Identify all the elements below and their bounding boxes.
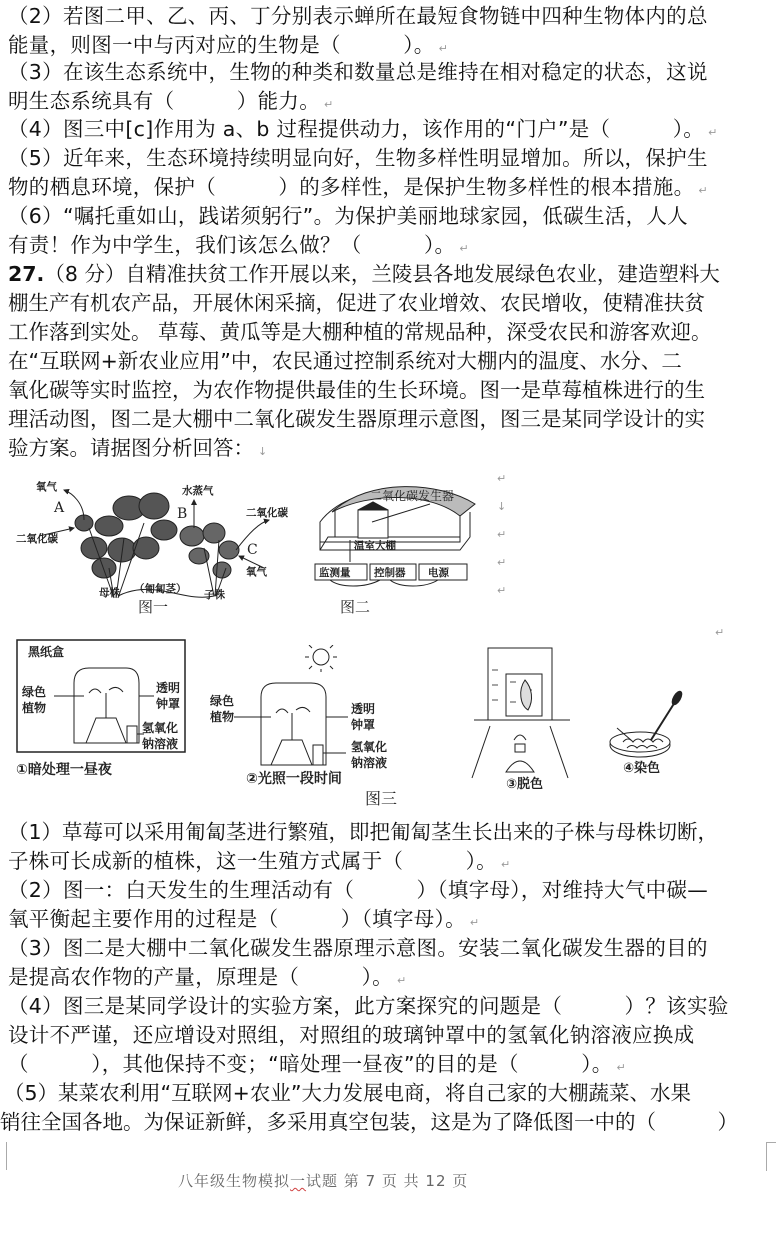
- label-b: B: [177, 506, 188, 522]
- line-text: （3）图二是大棚中二氧化碳发生器原理示意图。安装二氧化碳发生器的目的: [8, 936, 708, 960]
- label-a: A: [54, 500, 65, 516]
- label-naoh-1: 氢氧化: [142, 721, 179, 735]
- label-oxygen-c: 氧气: [246, 566, 267, 578]
- label-green-plant-1: 绿色: [22, 685, 47, 699]
- line-text: 理活动图，图二是大棚中二氧化碳发生器原理示意图，图三是某同学设计的实: [8, 407, 705, 431]
- line-text: 棚生产有机农产品，开展休闲采摘，促进了农业增效、农民增收，使精准扶贫: [8, 291, 705, 315]
- footer-page-number: 试题 第 7 页 共 12 页: [306, 1172, 469, 1190]
- paragraph-mark-icon: ↵: [469, 916, 480, 929]
- text-line: [8, 289, 762, 318]
- label-bell-jar-2: 钟罩: [156, 697, 181, 711]
- text-line: [8, 818, 762, 847]
- panel-2-caption: ②光照一段时间: [246, 771, 342, 785]
- line-text: 设计不严谨，还应增设对照组，对照组的玻璃钟罩中的氢氧化钠溶液应换成: [8, 1023, 695, 1047]
- text-line: [8, 144, 762, 173]
- greenhouse-diagram: [310, 482, 490, 592]
- paragraph-mark-icon: ↵: [708, 126, 718, 139]
- label-co2-generator: 二氧化碳发生器: [370, 489, 455, 503]
- figure-3-panel-2-light: [206, 645, 406, 785]
- text-line: [8, 992, 762, 1021]
- line-text: 物的栖息环境，保护（ ）的多样性，是保护生物多样性的根本措施。: [8, 175, 695, 199]
- paragraph-mark-icon: ↵: [698, 184, 708, 197]
- footer-spellcheck-mark: 一: [290, 1172, 307, 1190]
- dark-box-diagram: [14, 638, 189, 778]
- line-text: 能量，则图一中与丙对应的生物是（ ）。: [8, 33, 435, 57]
- paragraph-mark-icon: ↵: [438, 42, 449, 55]
- text-line: [8, 115, 762, 147]
- line-text: （4）图三是某同学设计的实验方案，此方案探究的问题是（ ）？该实验: [8, 994, 729, 1018]
- label-naoh-2: 钠溶液: [142, 737, 179, 751]
- page-margin-mark: [6, 1142, 7, 1170]
- label-controller: 控制器: [374, 567, 406, 579]
- panel-4-caption: ④染色: [623, 761, 661, 776]
- line-text: （2）若图二甲、乙、丙、丁分别表示蝉所在最短食物链中四种生物体内的总: [8, 4, 708, 28]
- page-footer: [178, 1170, 468, 1191]
- sun-icon: [305, 645, 337, 672]
- line-text: 氧平衡起主要作用的过程是（ ）（填字母）。: [8, 907, 466, 931]
- line-text: （4）图三中[c]作用为 a、b 过程提供动力，该作用的“门户”是（ ）。: [8, 117, 705, 141]
- paragraph-mark-icon: ↵: [459, 242, 469, 255]
- label-co2-a: 二氧化碳: [16, 533, 58, 545]
- text-line: [8, 376, 762, 405]
- line-text: （5）某菜农利用“互联网+农业”大力发展电商，将自己家的大棚蔬菜、水果: [4, 1081, 691, 1105]
- label-co2-c: 二氧化碳: [246, 507, 288, 519]
- paragraph-mark-icon: ↵: [497, 528, 507, 541]
- label-naoh-2: 钠溶液: [351, 756, 388, 770]
- label-green-plant-2: 植物: [210, 710, 235, 724]
- paragraph-mark-icon: ↵: [616, 1061, 627, 1074]
- text-line: [4, 1079, 762, 1108]
- paragraph-mark-icon: ↵: [497, 584, 507, 597]
- paragraph-mark-icon: ↵: [324, 98, 334, 111]
- line-text: 验方案。请据图分析回答：: [8, 436, 254, 460]
- figure-2-caption: 图二: [340, 598, 371, 616]
- page-margin-mark: [766, 1142, 776, 1171]
- footer-prefix: 八年级生物模拟: [178, 1172, 291, 1190]
- question-number: 27.: [8, 262, 45, 286]
- label-green-plant-1: 绿色: [210, 694, 235, 708]
- text-line: [8, 58, 762, 87]
- label-black-box: 黑纸盒: [28, 645, 65, 659]
- line-text: 在“互联网+新农业应用”中，农民通过控制系统对大棚内的温度、水分、二: [8, 349, 682, 373]
- line-text: 工作落到实处。 草莓、黄瓜等是大棚种植的常规品种，深受农民和游客欢迎。: [8, 320, 712, 344]
- panel-3-caption: ③脱色: [506, 777, 544, 790]
- line-text: 销往全国各地。为保证新鲜，多采用真空包装，这是为了降低图一中的（ ）: [0, 1110, 738, 1134]
- paragraph-mark-icon: ↵: [497, 472, 507, 485]
- line-text: （8 分）自精准扶贫工作开展以来，兰陵县各地发展绿色农业，建造塑料大: [44, 262, 720, 286]
- figure-2-co2-generator: [310, 482, 490, 592]
- label-naoh-1: 氢氧化: [351, 740, 388, 754]
- label-oxygen-a: 氧气: [36, 481, 57, 493]
- line-text: （2）图一：白天发生的生理活动有（ ）（填字母），对维持大气中碳—: [8, 878, 709, 902]
- text-line: [8, 876, 762, 905]
- label-runner: （匍匐茎）: [134, 583, 187, 595]
- text-line: [8, 1021, 762, 1050]
- text-line: [8, 347, 762, 376]
- paragraph-mark-icon: ↵: [396, 974, 407, 987]
- paragraph-mark-icon: ↓: [258, 445, 268, 458]
- label-greenhouse: 温室大棚: [354, 540, 396, 552]
- label-water-vapor: 水蒸气: [182, 485, 214, 497]
- paragraph-mark-icon: ↓: [497, 500, 507, 513]
- text-line: [8, 905, 762, 937]
- label-green-plant-2: 植物: [22, 701, 47, 715]
- text-line: [8, 963, 762, 995]
- text-line: [8, 434, 762, 466]
- line-text: 子株可长成新的植株，这一生殖方式属于（ ）。: [8, 849, 497, 873]
- text-line: [8, 173, 762, 205]
- water-bath-alcohol-lamp-diagram: [470, 640, 580, 790]
- line-text: 有责！作为中学生，我们该怎么做？（ ）。: [8, 233, 456, 257]
- label-mother-plant: 母株: [99, 587, 120, 599]
- text-line: [8, 231, 762, 263]
- paragraph-mark-icon: ↵: [500, 858, 511, 871]
- line-text: 明生态系统具有（ ）能力。: [8, 89, 320, 113]
- figure-3-panel-4-stain: [605, 690, 685, 790]
- light-treatment-diagram: [206, 645, 406, 785]
- paragraph-mark-icon: ↵: [497, 556, 507, 569]
- figure-3-caption: 图三: [365, 789, 398, 808]
- line-text: （5）近年来，生态环境持续明显向好，生物多样性明显增加。所以，保护生: [8, 146, 708, 170]
- text-line: [8, 934, 762, 963]
- text-line: [8, 318, 762, 347]
- text-line: [8, 202, 762, 231]
- figure-3-panel-3-decolor: [470, 640, 580, 790]
- line-text: 氧化碳等实时监控，为农作物提供最佳的生长环境。图一是草莓植株进行的生: [8, 378, 705, 402]
- line-text: （6）“嘱托重如山，践诺须躬行”。为保护美丽地球家园，低碳生活，人人: [8, 204, 688, 228]
- label-bell-jar-1: 透明: [156, 681, 181, 695]
- label-bell-jar-2: 钟罩: [351, 718, 376, 732]
- label-power: 电源: [428, 567, 449, 579]
- figure-1-caption: 图一: [138, 598, 169, 616]
- line-text: 是提高农作物的产量，原理是（ ）。: [8, 965, 393, 989]
- text-line: [8, 405, 762, 434]
- label-monitor: 监测量: [319, 567, 351, 579]
- line-text: （3）在该生态系统中，生物的种类和数量总是维持在相对稳定的状态，这说: [8, 60, 708, 84]
- paragraph-mark-icon: ↵: [715, 626, 725, 639]
- text-line: [0, 1108, 762, 1137]
- figure-3-panel-1-dark-treatment: [14, 638, 189, 778]
- petri-dish-dropper-diagram: [605, 690, 685, 790]
- panel-1-caption: ①暗处理一昼夜: [16, 762, 112, 778]
- text-line: [8, 1050, 762, 1082]
- label-bell-jar-1: 透明: [351, 702, 376, 716]
- line-text: （ ），其他保持不变；“暗处理一昼夜”的目的是（ ）。: [8, 1052, 613, 1076]
- text-line: [8, 260, 762, 289]
- line-text: （1）草莓可以采用匍匐茎进行繁殖，即把匍匐茎生长出来的子株与母株切断，: [8, 820, 719, 844]
- label-c: C: [247, 542, 258, 558]
- text-line: [8, 847, 762, 879]
- label-daughter-plant: 子株: [204, 589, 225, 601]
- text-line: [8, 2, 762, 31]
